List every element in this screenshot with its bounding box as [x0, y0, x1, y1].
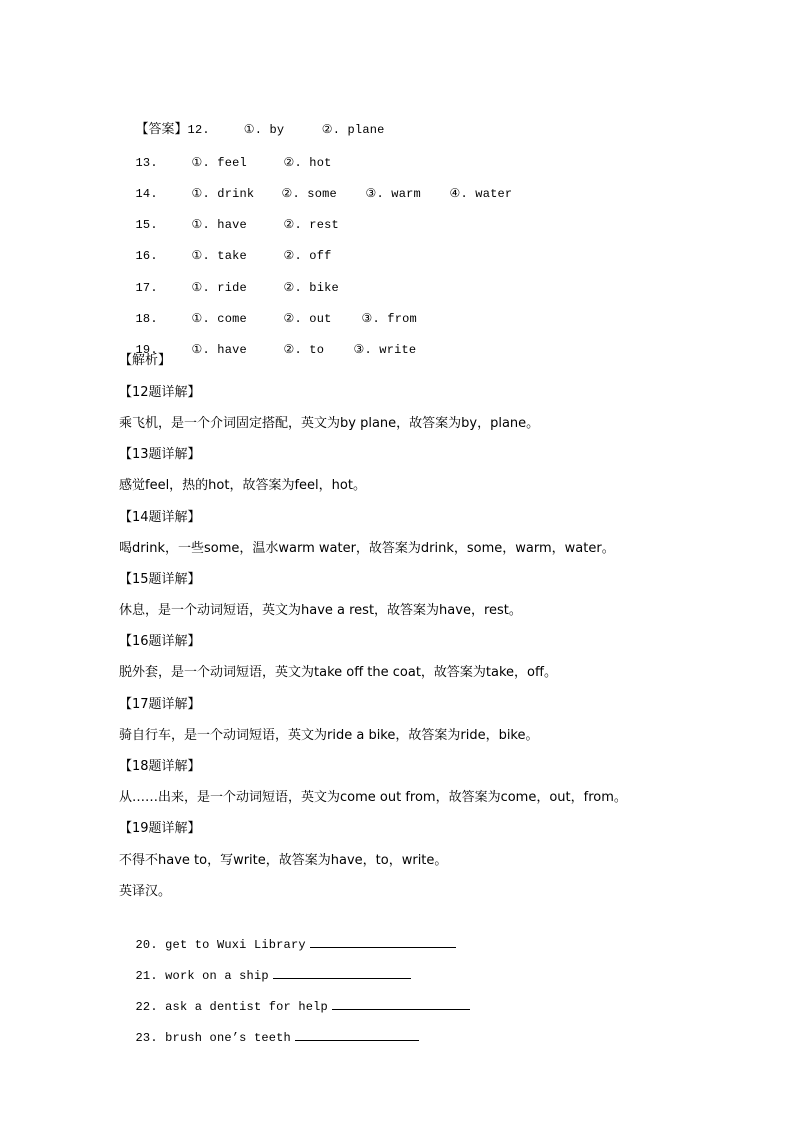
answer-blank[interactable] — [273, 965, 411, 979]
question-row — [119, 1009, 419, 1045]
answer-number: 12. — [187, 123, 210, 137]
answer-item: ①. have — [191, 343, 247, 357]
answer-number: 15. — [135, 218, 158, 232]
detail-text: 感觉feel，热的hot，故答案为feel，hot。 — [119, 478, 366, 493]
answer-row-12 — [119, 103, 385, 137]
answer-item: ②. some — [281, 187, 337, 201]
question-row — [119, 978, 470, 1014]
detail-text: 喝drink，一些some，温水warm water，故答案为drink，some，warm，water。 — [119, 541, 615, 556]
detail-text: 从……出来，是一个动词短语，英文为come out from，故答案为come，out，from。 — [119, 790, 627, 805]
question-row — [119, 916, 456, 952]
answer-row-13 — [119, 136, 332, 170]
detail-text: 脱外套，是一个动词短语，英文为take off the coat，故答案为take，off。 — [119, 665, 557, 680]
answer-item: ①. have — [191, 218, 247, 232]
answer-blank[interactable] — [310, 934, 456, 948]
detail-heading: 【16题详解】 — [119, 634, 201, 649]
detail-text: 不得不have to，写write，故答案为have，to，write。 — [119, 853, 448, 868]
answer-number: 16. — [135, 249, 158, 263]
answer-label: 【答案】 — [135, 122, 188, 137]
answer-item: ③. write — [353, 343, 417, 357]
answer-item: ①. come — [191, 312, 247, 326]
answer-number: 14. — [135, 187, 158, 201]
detail-text: 休息，是一个动词短语，英文为have a rest，故答案为have，rest。 — [119, 603, 522, 618]
answer-row-17 — [119, 261, 339, 295]
answer-item: ②. bike — [283, 281, 339, 295]
answer-item: ①. drink — [191, 187, 255, 201]
detail-heading: 【15题详解】 — [119, 572, 201, 587]
detail-text: 乘飞机，是一个介词固定搭配，英文为by plane，故答案为by，plane。 — [119, 416, 540, 431]
detail-heading: 【19题详解】 — [119, 821, 201, 836]
answer-number: 13. — [135, 156, 158, 170]
question-row — [119, 947, 411, 983]
answer-item: ①. take — [191, 249, 247, 263]
answer-row-16 — [119, 229, 332, 263]
answer-item: ②. plane — [321, 123, 385, 137]
answer-item: ②. out — [283, 312, 332, 326]
answer-item: ③. warm — [365, 187, 421, 201]
answer-blank[interactable] — [332, 996, 470, 1010]
answer-blank[interactable] — [295, 1027, 419, 1041]
question-text: 20. get to Wuxi Library — [135, 938, 306, 952]
detail-heading: 【14题详解】 — [119, 510, 201, 525]
answer-item: ②. off — [283, 249, 332, 263]
detail-heading: 【17题详解】 — [119, 697, 201, 712]
answer-item: ④. water — [449, 187, 513, 201]
detail-heading: 【18题详解】 — [119, 759, 201, 774]
answer-row-19 — [119, 323, 417, 357]
question-text: 22. ask a dentist for help — [135, 1000, 328, 1014]
question-text: 23. brush one’s teeth — [135, 1031, 291, 1045]
answer-item: ②. rest — [283, 218, 339, 232]
answer-row-15 — [119, 198, 339, 232]
answer-item: ①. feel — [191, 156, 247, 170]
answer-item: ③. from — [361, 312, 417, 326]
question-text: 21. work on a ship — [135, 969, 269, 983]
answer-item: ①. ride — [191, 281, 247, 295]
answer-item: ②. to — [283, 343, 325, 357]
answer-row-14 — [119, 167, 513, 201]
answer-item: ②. hot — [283, 156, 332, 170]
detail-heading: 【12题详解】 — [119, 385, 201, 400]
answer-item: ①. by — [243, 123, 285, 137]
detail-text: 骑自行车，是一个动词短语，英文为ride a bike，故答案为ride，bike。 — [119, 728, 539, 743]
analysis-label: 【解析】 — [119, 353, 172, 368]
answer-number: 18. — [135, 312, 158, 326]
answer-number: 17. — [135, 281, 158, 295]
answer-number: 19. — [135, 343, 158, 357]
answer-row-18 — [119, 292, 417, 326]
detail-heading: 【13题详解】 — [119, 447, 201, 462]
section-title: 英译汉。 — [119, 884, 172, 899]
